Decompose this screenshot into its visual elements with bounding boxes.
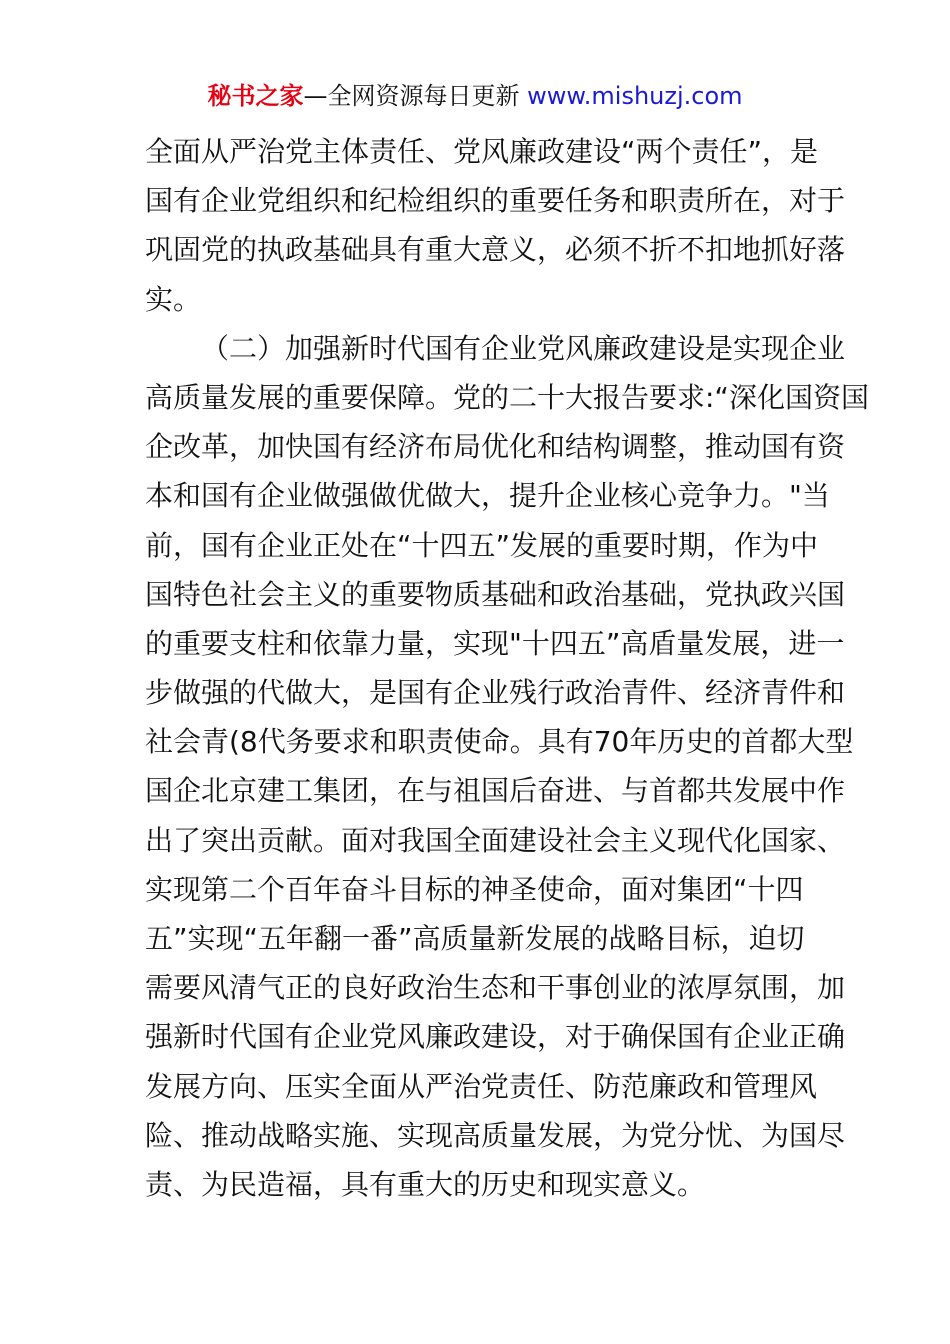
text-line: 企改革，加快国有经济布局优化和结构调整，推动国有资 xyxy=(145,430,846,464)
text-line: 发展方向、压实全面从严治党责任、防范廉政和管理风 xyxy=(145,1069,818,1103)
text-line: 本和国有企业做强做优做大，提升企业核心竞争力。"当 xyxy=(145,479,830,513)
text-line: 前，国有企业正处在“十四五”发展的重要时期，作为中 xyxy=(145,528,819,562)
text-line: 的重要支柱和依靠力量，实现"十四五”高盾量发展，进一 xyxy=(145,626,845,660)
text-line: 实。 xyxy=(145,282,202,316)
document-body xyxy=(145,127,869,1209)
site-brand: 秘书之家 xyxy=(207,82,304,110)
paragraph-start-line: （二）加强新时代国有企业党风廉政建设是实现企业 xyxy=(201,331,846,365)
text-line: 国有企业党组织和纪检组织的重要任务和职责所在，对于 xyxy=(145,184,846,218)
site-tagline: —全网资源每日更新 xyxy=(303,82,528,110)
text-line: 社会青(8代务要求和职责使命。具有70年历史的首都大型 xyxy=(145,725,854,759)
text-line: 全面从严治党主体责任、党风廉政建设“两个责任”，是 xyxy=(145,135,819,168)
text-line: 出了突出贡献。面对我国全面建设社会主义现代化国家、 xyxy=(145,823,846,857)
text-line: 国企北京建工集团，在与祖国后奋进、与首都共发展中作 xyxy=(145,774,846,808)
text-line: 强新时代国有企业党风廉政建设，对于确保国有企业正确 xyxy=(145,1020,846,1054)
text-line: 需要风清气正的良好政治生态和干事创业的浓厚氛围，加 xyxy=(145,971,846,1005)
site-url[interactable]: www.mishuzj.com xyxy=(527,82,743,110)
text-line: 险、推动战略实施、实现高质量发展，为党分忧、为国尽 xyxy=(145,1118,846,1152)
text-line: 巩固党的执政基础具有重大意义，必须不折不扣地抓好落 xyxy=(145,233,846,267)
text-line: 国特色社会主义的重要物质基础和政治基础，党执政兴国 xyxy=(145,577,846,611)
text-line: 实现第二个百年奋斗目标的神圣使命，面对集团“十四 xyxy=(145,872,804,906)
text-line: 责、为民造福，具有重大的历史和现实意义。 xyxy=(145,1167,706,1201)
text-line: 五”实现“五年翻一番”高质量新发展的战略目标，迫切 xyxy=(145,922,805,955)
page-header xyxy=(0,78,950,114)
text-line: 高质量发展的重要保障。党的二十大报告要求:“深化国资国 xyxy=(145,380,869,414)
text-line: 步做强的代做大，是国有企业残行政治青件、经济青件和 xyxy=(145,676,846,710)
